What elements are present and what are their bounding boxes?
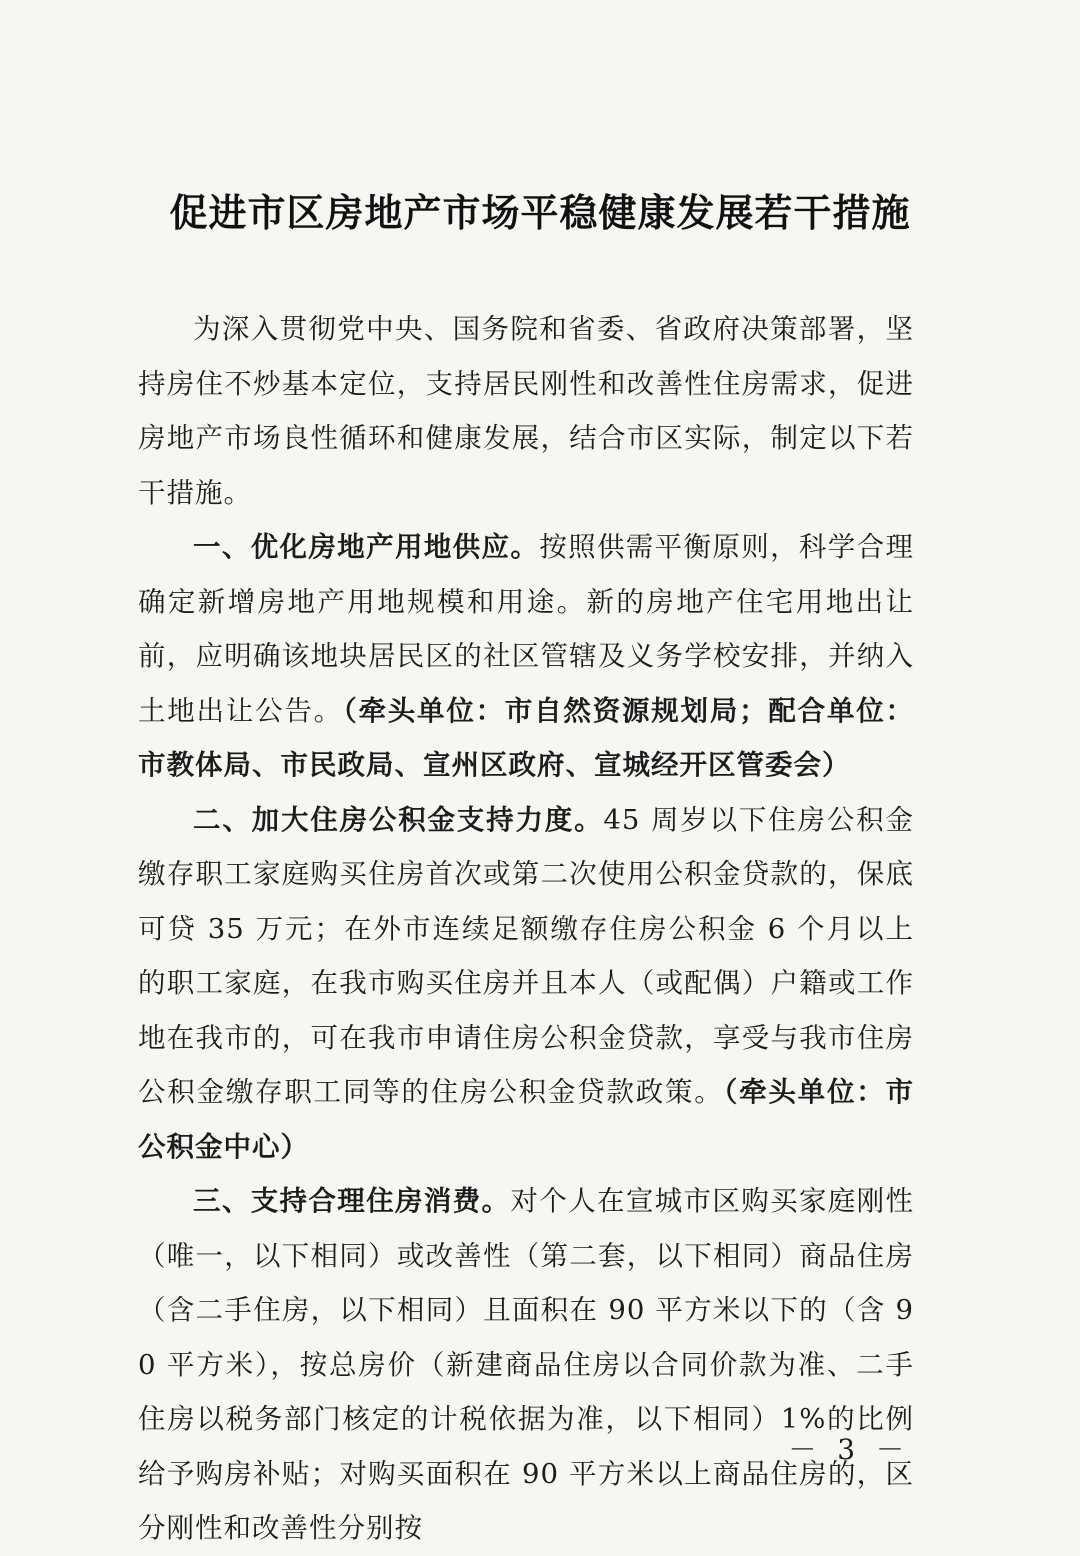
- page-number: － 3 －: [788, 1433, 910, 1466]
- paragraph-intro: [138, 302, 914, 520]
- paragraph-measure-2: [138, 793, 914, 1175]
- paragraph-measure-3: [138, 1174, 914, 1556]
- paragraph-text: 45 周岁以下住房公积金缴存职工家庭购买住房首次或第二次使用公积金贷款的，保底可贷 35 万元；在外市连续足额缴存住房公积金 6 个月以上的职工家庭，在我市购买住房并且本人（或配偶）户籍或工作地在我市的，可在我市申请住房公积金贷款，享受与我市住房公积金缴存职工同等的住房公积金贷款政策。: [138, 803, 914, 1108]
- paragraph-text: 按照供需平衡原则，科学合理确定新增房地产用地规模和用途。新的房地产住宅用地出让前，应明确该地块居民区的社区管辖及义务学校安排，并纳入土地出让公告。: [138, 531, 914, 727]
- paragraph-lead-unit: （牵头单位：市自然资源规划局；配合单位：市教体局、市民政局、宣州区政府、宣城经开区管委会）: [138, 694, 914, 781]
- document-body: [138, 302, 914, 1556]
- document-title: 促进市区房地产市场平稳健康发展若干措施: [169, 191, 911, 235]
- paragraph-measure-1: [138, 520, 914, 793]
- paragraph-heading: 二、加大住房公积金支持力度。: [193, 803, 604, 836]
- paragraph-lead-unit: （牵头单位：市公积金中心）: [138, 1076, 915, 1163]
- paragraph-text: 为深入贯彻党中央、国务院和省委、省政府决策部署，坚持房住不炒基本定位，支持居民刚性和改善性住房需求，促进房地产市场良性循环和健康发展，结合市区实际，制定以下若干措施。: [138, 313, 914, 509]
- paragraph-heading: 一、优化房地产用地供应。: [193, 531, 540, 563]
- paragraph-text: 对个人在宣城市区购买家庭刚性（唯一，以下相同）或改善性（第二套，以下相同）商品住房（含二手住房，以下相同）且面积在 90 平方米以下的（含 90 平方米），按总房价（新建商品住房以合同价款为准、二手住房以税务部门核定的计税依据为准，以下相同）1%的比例给予购房补贴；对购买面积在 90 平方米以上商品住房的，区分刚性和改善性分别按: [138, 1185, 915, 1544]
- paragraph-heading: 三、支持合理住房消费。: [193, 1185, 511, 1217]
